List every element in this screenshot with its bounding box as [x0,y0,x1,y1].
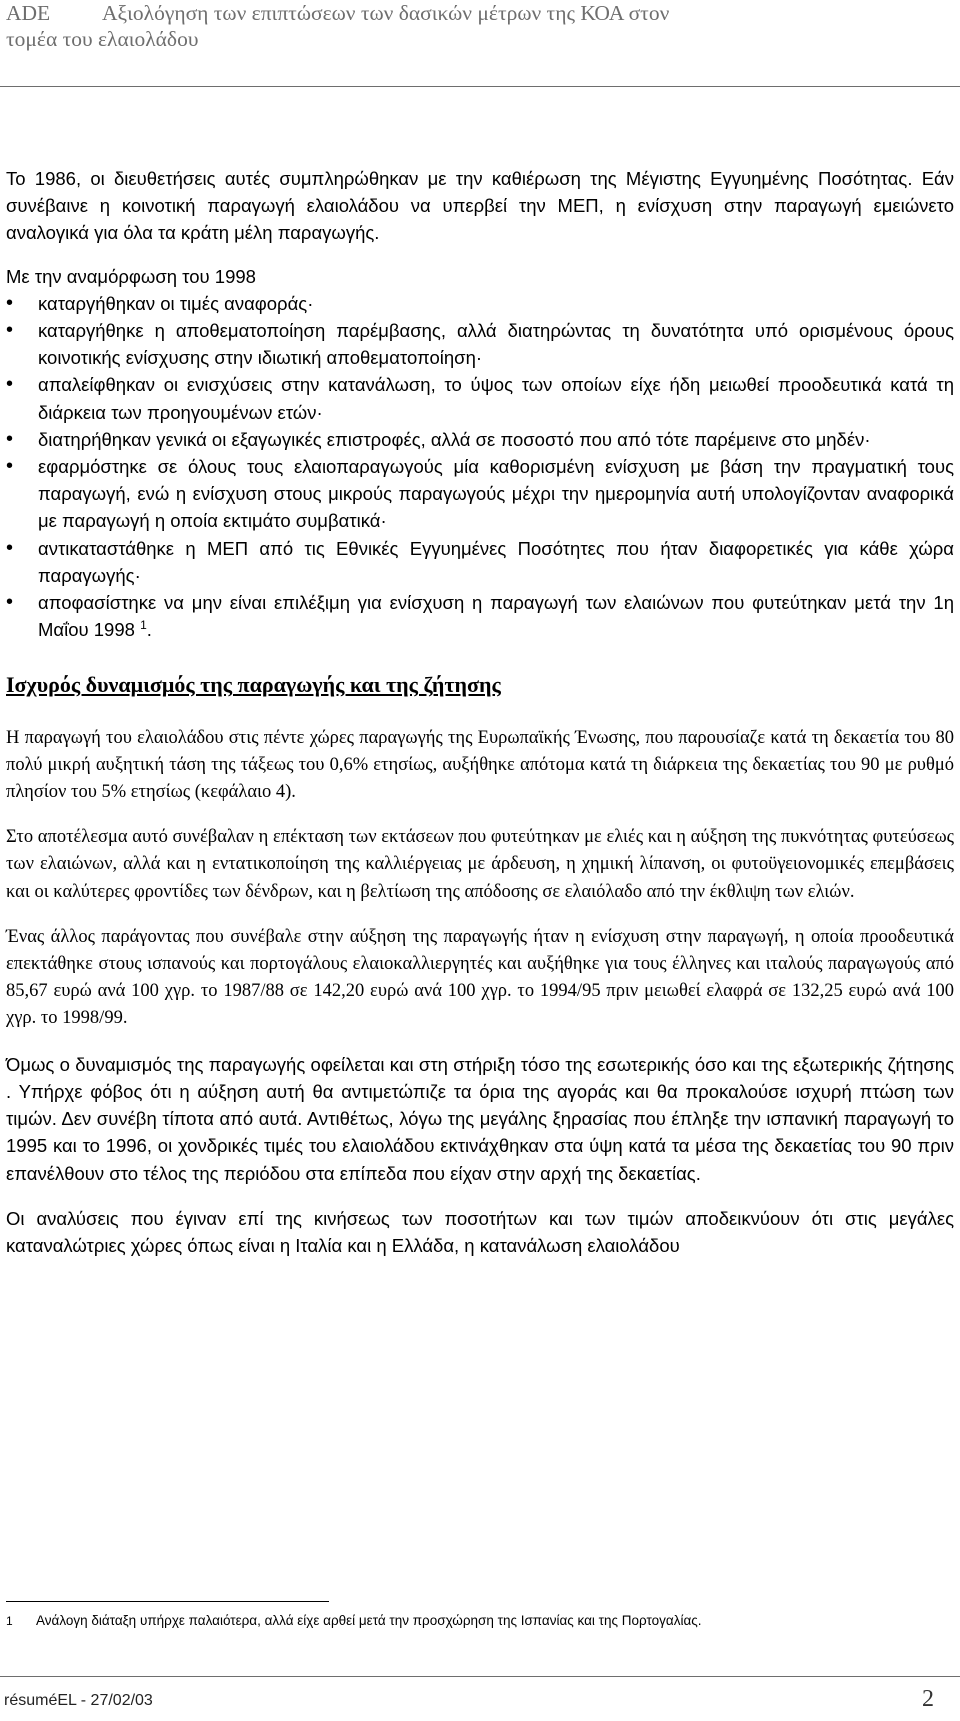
footer-divider [0,1676,960,1677]
footnote-text: Ανάλογη διάταξη υπήρχε παλαιότερα, αλλά είχε αρθεί μετά την προσχώρηση της Ισπανίας και της Πορτογαλίας. [36,1613,702,1628]
bullet-item: • διατηρήθηκαν γενικά οι εξαγωγικές επιστροφές, αλλά σε ποσοστό που από τότε παρέμεινε στο μηδέν· [6,426,954,453]
page-number: 2 [922,1686,934,1712]
paragraph-5: Όμως ο δυναμισμός της παραγωγής οφείλεται και στη στήριξη τόσο της εσωτερικής όσο και της εξωτερικής ζήτησης . Υπήρχε φόβος ότι η αύξηση αυτή θα αντιμετώπιζε τα όρια της αγοράς και θα προκαλούσε ισχυρή πτώση των τιμών. Δεν συνέβη τίποτα από αυτά. Αντιθέτως, λόγω της μεγάλης ξηρασίας που έπληξε την ισπανική παραγωγή το 1995 και το 1996, οι χονδρικές τιμές του ελαιολάδου εκτινάχθηκαν στα ύψη κατά τα μέσα της δεκαετίας του 90 πριν επανέλθουν στο τέλος της περιόδου στα επίπεδα που είχαν στην αρχή της δεκαετίας. [6,1053,954,1184]
reform-bullet-list [6,290,954,644]
footnote-reference[interactable]: 1 [140,618,147,633]
reform-intro: Με την αναμόρφωση του 1998 [6,265,256,287]
page-header [6,0,906,52]
paragraph-4: Ένας άλλος παράγοντας που συνέβαλε στην αύξηση της παραγωγής ήταν η ενίσχυση στην παραγωγή, η οποία προοδευτικά επεκτάθηκε στους ισπανούς και πορτογάλους ελαιοκαλλιεργητές και αυξήθηκε για τους έλληνες και ιταλούς παραγωγούς από 85,67 ευρώ ανά 100 χγρ. το 1987/88 σε 142,20 ευρώ ανά 100 χγρ. το 1994/95 πριν μειωθεί ελαφρά σε 132,25 ευρώ ανά 100 χγρ. το 1998/99. [6,926,954,1029]
footnote-divider [6,1601,329,1602]
header-title-1: Αξιολόγηση των επιπτώσεων των δασικών μέτρων της ΚΟΑ στον [102,1,670,25]
body-content [6,165,954,1259]
bullet-last-text: αποφασίστηκε να μην είναι επιλέξιμη για ενίσχυση η παραγωγή των ελαιώνων που φυτεύτηκαν μετά την 1η Μαΐου 1998 [38,592,954,641]
footer-doc-id: résuméEL - 27/02/03 [4,1692,153,1709]
paragraph-1: Το 1986, οι διευθετήσεις αυτές συμπληρώθηκαν με την καθιέρωση της Μέγιστης Εγγυημένης Ποσότητας. Εάν συνέβαινε η κοινοτική παραγωγή ελαιολάδου να υπερβεί την ΜΕΠ, η ενίσχυση στην παραγωγή εμειώνετο αναλογικά για όλα τα κράτη μέλη παραγωγής. [6,168,954,244]
footnote-marker: 1 [6,1614,13,1628]
header-org: ADE [6,1,51,25]
footnote [6,1612,946,1630]
bullet-last-end: . [146,619,152,641]
header-divider [0,86,960,87]
header-line-1 [6,0,906,26]
section-title: Ισχυρός δυναμισμός της παραγωγής και της ζήτησης [6,672,501,698]
bullet-item: • καταργήθηκε η αποθεματοποίηση παρέμβασης, αλλά διατηρώντας τη δυνατότητα υπό ορισμένους όρους κοινοτικής ενίσχυσης στην ιδιωτική αποθεματοποίηση· [6,317,954,371]
paragraph-3: Στο αποτέλεσμα αυτό συνέβαλαν η επέκταση των εκτάσεων που φυτεύτηκαν με ελιές και η αύξηση της πυκνότητας φυτεύσεως των ελαιώνων, αλλά και η εντατικοποίηση της καλλιέργειας με άρδευση, η χημική λίπανση, οι φυτοϋγειονομικές επεμβάσεις και οι καλύτερες φροντίδες των δένδρων, και η βελτίωση της απόδοσης σε ελαιόλαδο από την έκθλιψη των ελιών. [6,827,954,902]
bullet-item [6,589,954,643]
header-title-2: τομέα του ελαιολάδου [6,27,199,51]
paragraph-6: Οι αναλύσεις που έγιναν επί της κινήσεως των ποσοτήτων και των τιμών αποδεικνύουν ότι στις μεγάλες καταναλώτριες χώρες όπως είναι η Ιταλία και η Ελλάδα, η κατανάλωση ελαιολάδου [6,1207,954,1256]
paragraph-2: Η παραγωγή του ελαιολάδου στις πέντε χώρες παραγωγής της Ευρωπαϊκής Ένωσης, που παρουσίαζε κατά τη δεκαετία του 80 πολύ μικρή αυξητική τάση της τάξεως του 0,6% ετησίως, αυξήθηκε απότομα κατά τη διάρκεια της δεκαετίας του 90 με ρυθμό πλησίον του 5% ετησίως (κεφάλαιο 4). [6,727,954,803]
bullet-item: • αντικαταστάθηκε η ΜΕΠ από τις Εθνικές Εγγυημένες Ποσότητες που ήταν διαφορετικές για κάθε χώρα παραγωγής· [6,535,954,589]
bullet-item: • απαλείφθηκαν οι ενισχύσεις στην κατανάλωση, το ύψος των οποίων είχε ήδη μειωθεί προοδευτικά κατά τη διάρκεια των προηγουμένων ετών· [6,371,954,425]
bullet-item: • εφαρμόστηκε σε όλους τους ελαιοπαραγωγούς μία καθορισμένη ενίσχυση με βάση την πραγματική τους παραγωγή, ενώ η ενίσχυση στους μικρούς παραγωγούς μέχρι την ημερομηνία αυτή υπολογίζονταν αναφορικά με παραγωγή η οποία εκτιμάτο συμβατικά· [6,453,954,535]
bullet-item: • καταργήθηκαν οι τιμές αναφοράς· [6,290,954,317]
